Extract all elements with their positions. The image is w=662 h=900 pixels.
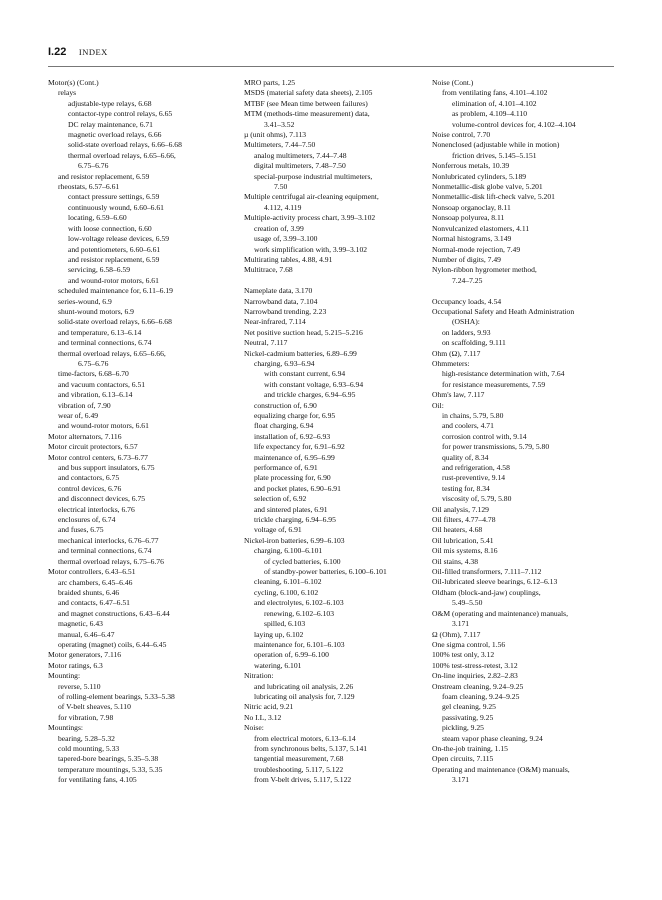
- index-entry: work simplification with, 3.99–3.102: [254, 244, 368, 254]
- index-entry: Motor circuit protectors, 6.57: [48, 442, 138, 452]
- index-entry: tapered-bore bearings, 5.35–5.38: [58, 754, 159, 764]
- index-entry: of cycled batteries, 6.100: [264, 556, 341, 566]
- index-entry: 4.112, 4.119: [264, 202, 302, 212]
- index-entry: manual, 6.46–6.47: [58, 629, 115, 639]
- index-entry: trickle charging, 6.94–6.95: [254, 515, 336, 525]
- index-entry: Onstream cleaning, 9.24–9.25: [432, 681, 524, 691]
- index-entry: equalizing charge for, 6.95: [254, 410, 336, 420]
- index-entry: installation of, 6.92–6.93: [254, 431, 331, 441]
- index-entry: Oil-filled transformers, 7.111–7.112: [432, 567, 542, 577]
- index-entry: and refrigeration, 4.58: [442, 463, 510, 473]
- index-entry: charging, 6.100–6.101: [254, 546, 323, 556]
- index-entry: Ω (Ohm), 7.117: [432, 629, 481, 639]
- index-entry: 3.41–3.52: [264, 119, 295, 129]
- index-entry: contact pressure settings, 6.59: [68, 192, 160, 202]
- index-entry: thermal overload relays, 6.65–6.66,: [68, 150, 176, 160]
- index-entry: No I.L, 3.12: [244, 712, 282, 722]
- index-entry: for power transmissions, 5.79, 5.80: [442, 442, 550, 452]
- index-entry: magnetic, 6.43: [58, 619, 103, 629]
- index-entry: Occupational Safety and Heath Administration: [432, 306, 575, 316]
- index-entry: corrosion control with, 9.14: [442, 431, 527, 441]
- index-entry: on ladders, 9.93: [442, 327, 491, 337]
- index-entry: for vibration, 7.98: [58, 712, 114, 722]
- index-entry: and potentiometers, 6.60–6.61: [68, 244, 161, 254]
- index-entry: contactor-type control relays, 6.65: [68, 109, 173, 119]
- index-entry: relays: [58, 88, 77, 98]
- index-entry: 100% test-stress-retest, 3.12: [432, 660, 518, 670]
- index-entry: Nickel-iron batteries, 6.99–6.103: [244, 535, 345, 545]
- index-entry: and bus support insulators, 6.75: [58, 463, 155, 473]
- index-entry: 100% test only, 3.12: [432, 650, 495, 660]
- index-entry: elimination of, 4.101–4.102: [452, 98, 537, 108]
- index-entry: MTBF (see Mean time between failures): [244, 98, 368, 108]
- index-entry: Normal-mode rejection, 7.49: [432, 244, 521, 254]
- index-entry: Nonferrous metals, 10.39: [432, 161, 510, 171]
- index-entry: Oil heaters, 4.68: [432, 525, 483, 535]
- index-entry: On-the-job training, 1.15: [432, 743, 508, 753]
- index-entry: cleaning, 6.101–6.102: [254, 577, 322, 587]
- index-column-3: [432, 78, 620, 786]
- index-entry: and disconnect devices, 6.75: [58, 494, 146, 504]
- index-entry: Nonmetallic-disk globe valve, 5.201: [432, 182, 543, 192]
- index-entry: watering, 6.101: [254, 660, 302, 670]
- index-entry: Mounting:: [48, 671, 81, 681]
- index-entry: in chains, 5.79, 5.80: [442, 410, 504, 420]
- index-entry: Motor control centers, 6.73–6.77: [48, 452, 148, 462]
- index-entry: 7.24–7.25: [452, 275, 483, 285]
- header-rule: [48, 66, 614, 67]
- index-entry: maintenance for, 6.101–6.103: [254, 639, 345, 649]
- index-entry: mechanical interlocks, 6.76–6.77: [58, 535, 159, 545]
- running-title: INDEX: [78, 47, 108, 57]
- index-entry: Oil stains, 4.38: [432, 556, 478, 566]
- index-entry: 6.75–6.76: [78, 358, 109, 368]
- index-entry: Motor ratings, 6.3: [48, 660, 103, 670]
- index-entry: Oldham (block-and-jaw) couplings,: [432, 587, 541, 597]
- index-entry: On-line inquiries, 2.82–2.83: [432, 671, 518, 681]
- index-entry: 3.171: [452, 775, 470, 785]
- index-entry: Oil analysis, 7.129: [432, 504, 489, 514]
- index-entry: thermal overload relays, 6.75–6.76: [58, 556, 164, 566]
- index-entry: and fuses, 6.75: [58, 525, 104, 535]
- index-entry: operating (magnet) coils, 6.44–6.45: [58, 639, 167, 649]
- index-entry: MRO parts, 1.25: [244, 78, 296, 87]
- index-entry: Oil mis systems, 8.16: [432, 546, 498, 556]
- index-entry: and wound-rotor motors, 6.61: [58, 421, 149, 431]
- index-entry: 7.50: [274, 182, 288, 192]
- index-entry: continuously wound, 6.60–6.61: [68, 202, 164, 212]
- index-entry: Narrowband data, 7.104: [244, 296, 318, 306]
- index-entry: testing for, 8.34: [442, 483, 490, 493]
- index-entry: Occupancy loads, 4.54: [432, 296, 502, 306]
- index-entry: and electrolytes, 6.102–6.103: [254, 598, 344, 608]
- index-entry: Oil filters, 4.77–4.78: [432, 515, 496, 525]
- index-entry: Nonsoap polyurea, 8.11: [432, 213, 505, 223]
- page-header: [48, 46, 108, 58]
- index-entry: enclosures of, 6.74: [58, 515, 116, 525]
- index-entry: scheduled maintenance for, 6.11–6.19: [58, 286, 173, 296]
- index-entry: high-resistance determination with, 7.64: [442, 369, 565, 379]
- index-entry: laying up, 6.102: [254, 629, 304, 639]
- index-entry: Multimeters, 7.44–7.50: [244, 140, 316, 150]
- index-entry: Narrowband trending, 2.23: [244, 306, 327, 316]
- index-entry: and trickle charges, 6.94–6.95: [264, 390, 356, 400]
- index-entry: Noise:: [244, 723, 264, 733]
- index-entry: of standby-power batteries, 6.100–6.101: [264, 567, 387, 577]
- index-entry: locating, 6.59–6.60: [68, 213, 127, 223]
- index-entry: and lubricating oil analysis, 2.26: [254, 681, 354, 691]
- index-entry: wear of, 6.49: [58, 411, 99, 420]
- index-entry: magnetic overload relays, 6.66: [68, 130, 162, 140]
- index-entry: operation of, 6.99–6.100: [254, 650, 329, 660]
- index-entry: rheostats, 6.57–6.61: [58, 182, 120, 192]
- index-entry: time-factors, 6.68–6.70: [58, 369, 129, 379]
- index-entry: solid-state overload relays, 6.66–6.68: [58, 317, 172, 327]
- index-column-1: [48, 78, 236, 786]
- index-entry: with constant voltage, 6.93–6.94: [264, 379, 364, 389]
- index-entry: from V-belt drives, 5.117, 5.122: [254, 775, 352, 785]
- index-entry: performance of, 6.91: [254, 463, 318, 473]
- index-entry: usage of, 3.99–3.100: [254, 234, 318, 244]
- index-entry: low-voltage release devices, 6.59: [68, 234, 169, 244]
- index-entry: Oil-lubricated sleeve bearings, 6.12–6.13: [432, 577, 558, 587]
- index-entry: and wound-rotor motors, 6.61: [68, 275, 159, 285]
- index-entry: Nonmetallic-disk lift-check valve, 5.201: [432, 192, 555, 202]
- index-entry: viscosity of, 5.79, 5.80: [442, 494, 512, 504]
- index-entry: Number of digits, 7.49: [432, 254, 501, 264]
- index-entry: and vacuum contactors, 6.51: [58, 379, 146, 389]
- index-entry: for ventilating fans, 4.105: [58, 775, 137, 785]
- index-entry: selection of, 6.92: [254, 494, 307, 504]
- index-entry: braided shunts, 6.46: [58, 587, 120, 597]
- index-entry: from ventilating fans, 4.101–4.102: [442, 88, 548, 98]
- index-entry: Nonenclosed (adjustable while in motion): [432, 140, 560, 150]
- index-entry: MSDS (material safety data sheets), 2.105: [244, 88, 373, 98]
- index-entry: foam cleaning, 9.24–9.25: [442, 691, 520, 701]
- index-entry: and vibration, 6.13–6.14: [58, 390, 133, 400]
- index-column-2: [244, 78, 432, 786]
- index-entry: Ohm (Ω), 7.117: [432, 348, 481, 358]
- index-entry: Multitrace, 7.68: [244, 265, 293, 275]
- index-entry: float charging, 6.94: [254, 421, 314, 431]
- index-entry: Motor(s) (Cont.): [48, 78, 99, 87]
- index-entry: electrical interlocks, 6.76: [58, 504, 135, 514]
- index-entry: on scaffolding, 9.111: [442, 338, 506, 348]
- index-entry: and terminal connections, 6.74: [58, 338, 152, 348]
- index-entry: and pocket plates, 6.90–6.91: [254, 483, 341, 493]
- index-entry: (OSHA):: [452, 317, 480, 327]
- index-entry: for resistance measurements, 7.59: [442, 379, 546, 389]
- index-entry: and sintered plates, 6.91: [254, 504, 328, 514]
- index-entry: 6.75–6.76: [78, 161, 109, 171]
- index-entry: Noise control, 7.70: [432, 130, 491, 140]
- index-entry: quality of, 8.34: [442, 452, 489, 462]
- index-entry: and contacts, 6.47–6.51: [58, 598, 130, 608]
- index-entry: shunt-wound motors, 6.9: [58, 306, 134, 316]
- index-entry: Operating and maintenance (O&M) manuals,: [432, 764, 570, 774]
- index-entry: Nameplate data, 3.170: [244, 286, 313, 296]
- index-entry: steam vapor phase cleaning, 9.24: [442, 733, 543, 743]
- index-entry: special-purpose industrial multimeters,: [254, 171, 373, 181]
- index-entry: DC relay maintenance, 6.71: [68, 119, 153, 129]
- index-entry: Nonsoap organoclay, 8.11: [432, 202, 511, 212]
- index-entry: bearing, 5.28–5.32: [58, 733, 115, 743]
- index-entry: and magnet constructions, 6.43–6.44: [58, 608, 170, 618]
- index-entry: reverse, 5.110: [58, 681, 101, 691]
- index-entry: and coolers, 4.71: [442, 421, 494, 431]
- index-entry: spilled, 6.103: [264, 619, 306, 629]
- index-entry: vibration of, 7.90: [58, 400, 111, 410]
- index-entry: Neutral, 7.117: [244, 338, 288, 348]
- index-entry: and contactors, 6.75: [58, 473, 120, 483]
- index-entry: with constant current, 6.94: [264, 369, 346, 379]
- index-entry: passivating, 9.25: [442, 712, 494, 722]
- index-entry: arc chambers, 6.45–6.46: [58, 577, 133, 587]
- index-entry: troubleshooting, 5.117, 5.122: [254, 764, 344, 774]
- index-entry: Nickel-cadmium batteries, 6.89–6.99: [244, 348, 357, 358]
- index-entry: plate processing for, 6.90: [254, 473, 331, 483]
- index-entry: gel cleaning, 9.25: [442, 702, 496, 712]
- index-entry: friction drives, 5.145–5.151: [452, 150, 537, 160]
- index-entry: Open circuits, 7.115: [432, 754, 494, 764]
- index-entry: cycling, 6.100, 6.102: [254, 587, 319, 597]
- index-entry: Multiple centrifugal air-cleaning equipment,: [244, 192, 379, 202]
- index-entry: digital multimeters, 7.48–7.50: [254, 161, 346, 171]
- index-entry: tangential measurement, 7.68: [254, 754, 344, 764]
- index-entry: from synchronous belts, 5.137, 5.141: [254, 743, 368, 753]
- index-entry: servicing, 6.58–6.59: [68, 265, 131, 275]
- index-entry: pickling, 9.25: [442, 723, 484, 733]
- index-entry: Nonlubricated cylinders, 5.189: [432, 171, 527, 181]
- index-entry: and resistor replacement, 6.59: [58, 171, 150, 181]
- index-entry: Motor controllers, 6.43–6.51: [48, 567, 136, 577]
- index-entry: Motor generators, 7.116: [48, 650, 122, 660]
- index-entry: Mountings:: [48, 723, 84, 733]
- index-entry: 5.49–5.50: [452, 598, 483, 608]
- index-entry: of V-belt sheaves, 5.110: [58, 702, 131, 712]
- index-entry: Ohmmeters:: [432, 358, 470, 368]
- index-entry: and temperature, 6.13–6.14: [58, 327, 142, 337]
- index-entry: from electrical motors, 6.13–6.14: [254, 733, 356, 743]
- index-entry: µ (unit ohms), 7.113: [244, 130, 307, 140]
- index-entry: Oil lubrication, 5.41: [432, 535, 494, 545]
- index-entry: adjustable-type relays, 6.68: [68, 98, 152, 108]
- index-entry: as problem, 4.109–4.110: [452, 109, 528, 119]
- index-entry: series-wound, 6.9: [58, 296, 112, 306]
- index-entry: Nitration:: [244, 671, 274, 681]
- index-entry: renewing, 6.102–6.103: [264, 608, 335, 618]
- index-entry: Noise (Cont.): [432, 78, 474, 87]
- index-entry: voltage of, 6.91: [254, 525, 302, 535]
- index-entry: Normal histograms, 3.149: [432, 234, 512, 244]
- index-entry: and resistor replacement, 6.59: [68, 254, 160, 264]
- index-entry: Net positive suction head, 5.215–5.216: [244, 327, 363, 337]
- index-entry: of rolling-element bearings, 5.33–5.38: [58, 691, 175, 701]
- index-entry: thermal overload relays, 6.65–6.66,: [58, 348, 166, 358]
- index-entry: analog multimeters, 7.44–7.48: [254, 150, 347, 160]
- index-entry: 3.171: [452, 619, 470, 629]
- index-entry: Nitric acid, 9.21: [244, 702, 294, 712]
- index-entry: volume-control devices for, 4.102–4.104: [452, 119, 576, 129]
- index-entry: and terminal connections, 6.74: [58, 546, 152, 556]
- index-entry: Nylon-ribbon hygrometer method,: [432, 265, 537, 275]
- index-entry: creation of, 3.99: [254, 223, 304, 233]
- index-entry: lubricating oil analysis for, 7.129: [254, 691, 355, 701]
- index-entry: temperature mountings, 5.33, 5.35: [58, 764, 163, 774]
- index-entry: Near-infrared, 7.114: [244, 317, 306, 327]
- index-entry: Ohm's law, 7.117: [432, 390, 485, 400]
- index-entry: O&M (operating and maintenance) manuals,: [432, 608, 569, 618]
- index-entry: solid-state overload relays, 6.66–6.68: [68, 140, 182, 150]
- index-entry: Nonvulcanized elastomers, 4.11: [432, 223, 530, 233]
- page-number: I.22: [48, 46, 67, 58]
- index-entry: construction of, 6.90: [254, 400, 317, 410]
- index-entry: MTM (methods-time measurement) data,: [244, 109, 370, 119]
- index-entry: Motor alternators, 7.116: [48, 431, 122, 441]
- index-entry: charging, 6.93–6.94: [254, 358, 315, 368]
- index-entry: Multiple-activity process chart, 3.99–3.102: [244, 213, 376, 223]
- index-entry: One sigma control, 1.56: [432, 639, 506, 649]
- index-entry: maintenance of, 6.95–6.99: [254, 452, 335, 462]
- index-entry: rust-preventive, 9.14: [442, 473, 506, 483]
- index-entry: with loose connection, 6.60: [68, 223, 152, 233]
- index-entry: Oil:: [432, 400, 444, 410]
- index-entry: control devices, 6.76: [58, 483, 122, 493]
- index-entry: life expectancy for, 6.91–6.92: [254, 442, 345, 452]
- index-entry: cold mounting, 5.33: [58, 744, 120, 753]
- index-entry: Multirating tables, 4.88, 4.91: [244, 254, 333, 264]
